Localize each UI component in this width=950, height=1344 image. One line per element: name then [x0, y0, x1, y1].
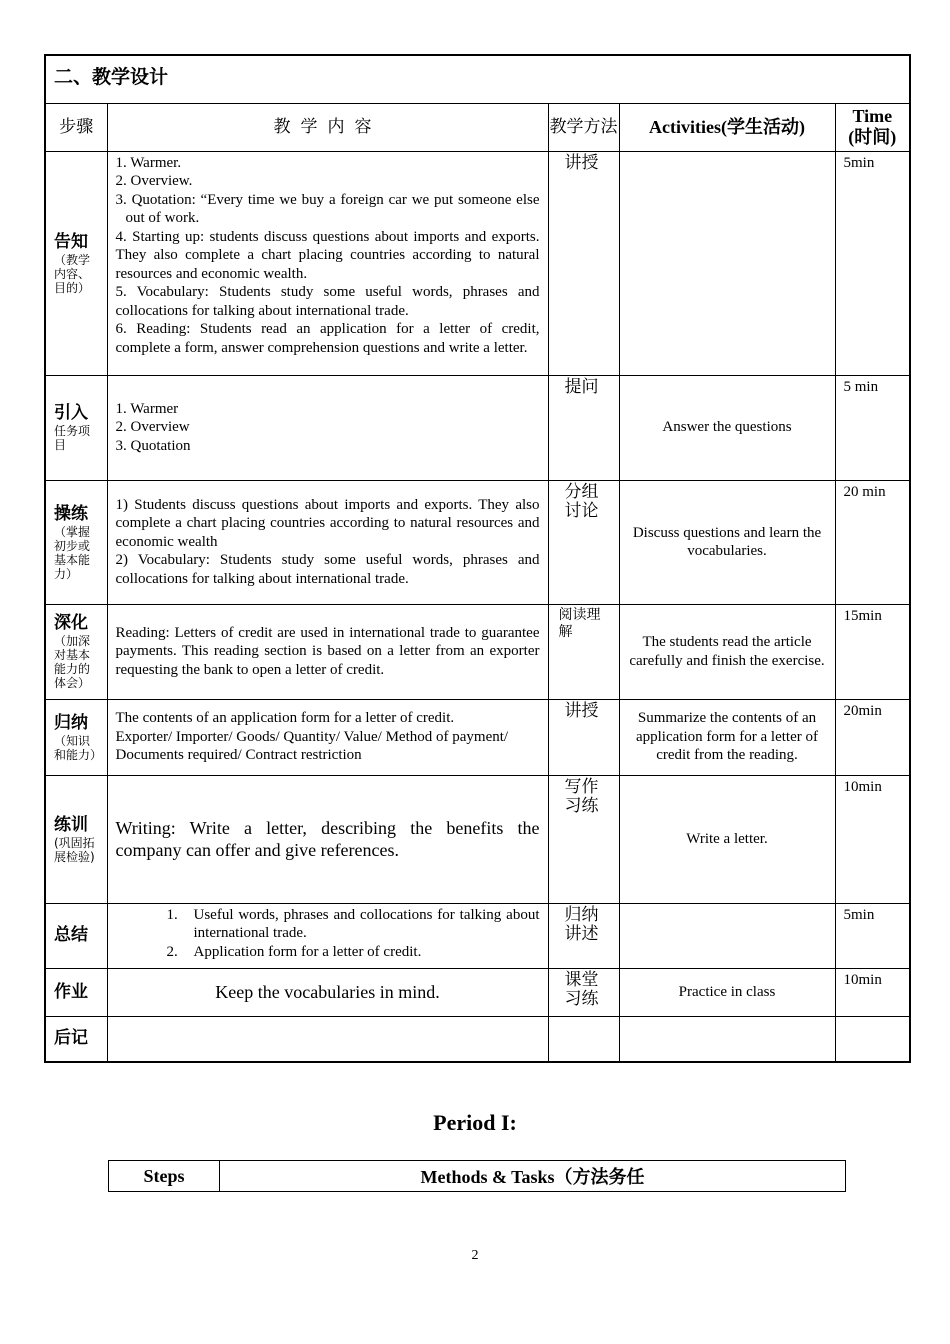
activity-cell — [619, 1016, 835, 1062]
content-line: 1. Warmer. — [115, 154, 182, 171]
activity-cell: Summarize the contents of an application form for a letter of credit from the reading. — [619, 699, 835, 775]
activity-cell: Write a letter. — [619, 775, 835, 903]
time-cell: 5min — [835, 151, 910, 375]
step-cell — [45, 968, 107, 1016]
step-cell — [45, 699, 107, 775]
table-row — [45, 604, 910, 699]
step-name: 归纳 — [54, 712, 88, 733]
method-cell: 写作习练 — [548, 775, 619, 903]
activity-cell: Discuss questions and learn the vocabularies. — [619, 480, 835, 604]
time-cell: 20 min — [835, 480, 910, 604]
table-row — [45, 775, 910, 903]
header-step: 步骤 — [45, 103, 107, 151]
content-cell — [107, 604, 548, 699]
header-content: 教学内容 — [107, 103, 548, 151]
method-cell — [548, 1016, 619, 1062]
content-line: 1) Students discuss questions about imports and exports. They also complete a chart placing countries according to natural resources and economic wealth — [115, 496, 540, 550]
step-name: 后记 — [54, 1028, 88, 1049]
step-name: 告知 — [54, 231, 88, 252]
step-cell — [45, 903, 107, 968]
time-cell — [835, 1016, 910, 1062]
step-cell — [45, 375, 107, 480]
step-note: （教学内容、目的） — [54, 252, 91, 295]
time-cell: 20min — [835, 699, 910, 775]
col-methods-header: Methods & Tasks（方法务任 — [220, 1161, 846, 1192]
content-line: 6. Reading: Students read an application for a letter of credit, complete a form, answer comprehension questions and write a letter. — [115, 321, 540, 356]
table-row — [45, 968, 910, 1016]
content-line: 2. Application form for a letter of credit. — [182, 943, 540, 962]
time-cell: 10min — [835, 968, 910, 1016]
header-activities: Activities(学生活动) — [619, 103, 835, 151]
content-line: 2) Vocabulary: Students study some useful words, phrases and collocations for talking about international trade. — [115, 552, 540, 587]
content-line: 1. Useful words, phrases and collocations for talking about international trade. — [182, 906, 540, 943]
table-row — [45, 375, 910, 480]
method-cell: 讲授 — [548, 151, 619, 375]
step-name: 作业 — [54, 981, 88, 1002]
content-line: 4. Starting up: students discuss questions about imports and exports. They also complete a chart placing countries according to natural resources and economic wealth. — [115, 228, 540, 282]
page-number: 2 — [471, 1248, 479, 1263]
time-cell: 15min — [835, 604, 910, 699]
activity-cell — [619, 903, 835, 968]
step-name: 引入 — [54, 403, 88, 423]
content-line: 2. Overview. — [115, 173, 193, 189]
step-cell — [45, 151, 107, 375]
step-note: (巩固拓展检验) — [54, 835, 95, 864]
table-row — [45, 699, 910, 775]
method-cell: 归纳讲述 — [548, 903, 619, 968]
period-steps-table — [108, 1160, 846, 1192]
content-cell — [107, 151, 548, 375]
method-cell: 提问 — [548, 375, 619, 480]
method-cell: 分组讨论 — [548, 480, 619, 604]
content-cell — [107, 1016, 548, 1062]
table-row — [45, 903, 910, 968]
teaching-design-table — [44, 54, 911, 1063]
content-line: Keep the vocabularies in mind. — [215, 982, 440, 1002]
table-row — [45, 151, 910, 375]
header-method: 教学方法 — [548, 103, 619, 151]
step-note: （掌握初步或基本能力） — [54, 524, 91, 581]
activity-cell: Answer the questions — [619, 375, 835, 480]
step-name: 深化 — [54, 613, 88, 633]
step-cell — [45, 604, 107, 699]
content-line: 3. Quotation — [115, 437, 191, 454]
step-cell — [45, 1016, 107, 1062]
content-line: Reading: Letters of credit are used in international trade to guarantee payments. This reading section is based on a letter from an exporter requesting the bank to open a letter of credit. — [115, 624, 540, 678]
step-name: 总结 — [54, 925, 88, 945]
table-row — [45, 480, 910, 604]
content-line: 2. Overview — [115, 419, 190, 436]
content-cell — [107, 775, 548, 903]
step-note: （加深对基本能力的体会） — [54, 634, 91, 690]
step-note: 任务项目 — [54, 424, 91, 452]
step-name: 练训 — [54, 814, 88, 835]
step-name: 操练 — [54, 503, 88, 524]
content-line: Writing: Write a letter, describing the benefits the company can offer and give references. — [115, 818, 540, 860]
content-cell — [107, 699, 548, 775]
period-heading: Period I: — [433, 1110, 517, 1135]
time-cell: 5min — [835, 903, 910, 968]
time-cell: 10min — [835, 775, 910, 903]
method-cell: 阅读理解 — [548, 604, 619, 699]
step-note: （知识和能力） — [54, 733, 103, 762]
activity-cell: The students read the article carefully and finish the exercise. — [619, 604, 835, 699]
content-cell — [107, 903, 548, 968]
header-time: Time (时间) — [835, 103, 910, 151]
content-line: 1. Warmer — [115, 400, 179, 417]
section-title: 二、教学设计 — [45, 55, 910, 103]
content-cell — [107, 480, 548, 604]
content-line: 5. Vocabulary: Students study some useful words, phrases and collocations for talking about international trade. — [115, 284, 540, 319]
content-line: The contents of an application form for a letter of credit. — [115, 710, 455, 727]
activity-cell: Practice in class — [619, 968, 835, 1016]
method-cell: 讲授 — [548, 699, 619, 775]
time-cell: 5 min — [835, 375, 910, 480]
table-row — [45, 1016, 910, 1062]
col-steps-header: Steps — [109, 1161, 220, 1192]
activity-cell — [619, 151, 835, 375]
step-cell — [45, 480, 107, 604]
method-cell: 课堂习练 — [548, 968, 619, 1016]
content-line: 3. Quotation: “Every time we buy a foreign car we put someone else out of work. — [115, 191, 540, 226]
step-cell — [45, 775, 107, 903]
content-cell — [107, 968, 548, 1016]
content-cell — [107, 375, 548, 480]
content-line: Exporter/ Importer/ Goods/ Quantity/ Value/ Method of payment/ Documents required/ Contract restriction — [115, 728, 509, 764]
